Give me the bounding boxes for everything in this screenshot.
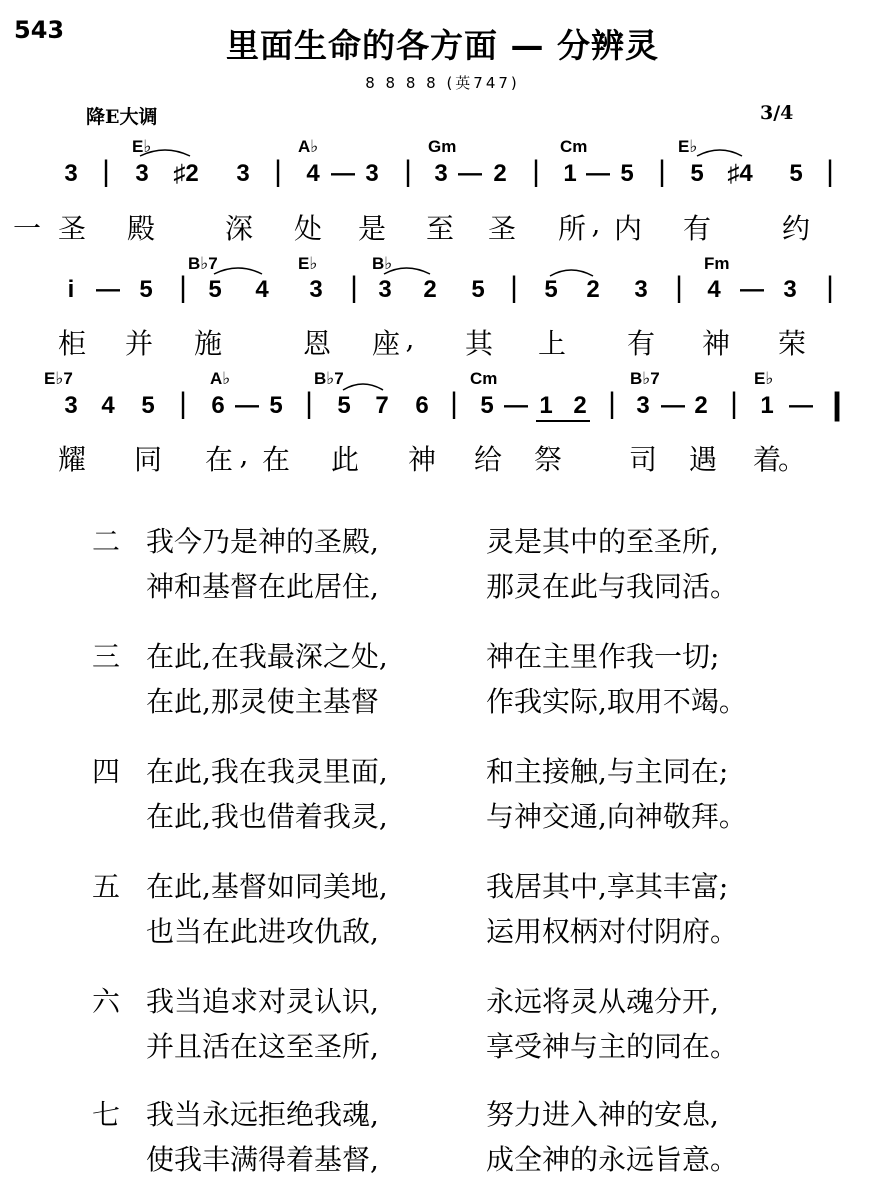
verse-5 (0, 865, 885, 955)
barline: | (450, 387, 458, 420)
note: 5 (337, 392, 351, 419)
lyric-char: 。 (777, 443, 807, 476)
verse-line: 在此,我也借着我灵, (146, 800, 388, 833)
slur (384, 268, 430, 274)
slur (550, 270, 593, 276)
note: 5 (789, 160, 803, 187)
verse-line: 作我实际,取用不竭。 (486, 685, 747, 718)
lyric-char: 一 (12, 212, 42, 245)
note: 7 (375, 392, 389, 419)
verse-line: 在此,那灵使主基督 (146, 685, 379, 718)
note-dash: — (586, 160, 610, 187)
chord: B♭7 (314, 369, 344, 388)
note: 5 (620, 160, 634, 187)
barline: | (826, 155, 834, 188)
note-dash: — (96, 276, 120, 303)
chord: E♭ (678, 137, 698, 156)
lyric-char: 深 (224, 212, 254, 245)
verse-line: 我居其中,享其丰富; (486, 870, 729, 903)
note: 4 (707, 276, 721, 303)
note: 3 (135, 160, 149, 187)
note: ♯4 (727, 160, 753, 187)
chord: E♭ (132, 137, 152, 156)
barline: | (510, 271, 518, 304)
lyric-char: 给 (473, 443, 503, 476)
note: ♯2 (173, 160, 199, 187)
barline: | (730, 387, 738, 420)
verse-line: 在此,我在我灵里面, (146, 755, 388, 788)
verse-number: 七 (92, 1098, 121, 1131)
note-dash: — (661, 392, 685, 419)
note: 3 (64, 160, 78, 187)
barline: | (532, 155, 540, 188)
lyric-char: 有 (626, 327, 656, 360)
note: 3 (434, 160, 448, 187)
verse-line: 永远将灵从魂分开, (486, 985, 719, 1018)
note: 3 (365, 160, 379, 187)
verse-number: 五 (92, 870, 121, 903)
note: 3 (236, 160, 250, 187)
verse-line: 我当永远拒绝我魂, (146, 1098, 379, 1131)
chord: E♭ (298, 254, 318, 273)
note: 6 (211, 392, 225, 419)
note: 5 (690, 160, 704, 187)
barline: | (608, 387, 616, 420)
note: 5 (269, 392, 283, 419)
verse-number: 二 (92, 525, 121, 558)
barline: | (658, 155, 666, 188)
chord: A♭ (210, 369, 231, 388)
note-dash: — (789, 392, 813, 419)
note: 3 (636, 392, 650, 419)
verse-line: 和主接触,与主同在; (486, 755, 729, 788)
lyric-char: 遇 (688, 443, 718, 476)
lyric-char: 神 (701, 327, 731, 360)
verse-line: 在此,基督如同美地, (146, 870, 388, 903)
verse-line: 也当在此进攻仇敌, (146, 915, 379, 948)
lyric-char: 其 (464, 327, 494, 360)
final-barline: || (831, 386, 837, 422)
lyric-char: 在 (204, 443, 234, 476)
slur (140, 150, 190, 156)
meter-line: 8 8 8 8 (英747) (365, 74, 520, 92)
verse-line: 努力进入神的安息, (486, 1098, 719, 1131)
lyric-char: , (239, 438, 249, 471)
note: 2 (573, 392, 587, 419)
hymn-title: 里面生命的各方面 — 分辨灵 (226, 26, 659, 65)
verse-2 (0, 520, 885, 610)
note-dash: — (740, 276, 764, 303)
lyric-char: 约 (781, 212, 811, 245)
hymn-number: 543 (14, 16, 65, 44)
note: 2 (423, 276, 437, 303)
chord: A♭ (298, 137, 319, 156)
chord: Cm (470, 369, 498, 388)
lyric-char: 殿 (126, 212, 156, 245)
note: i (67, 276, 75, 303)
note: 4 (255, 276, 269, 303)
lyric-char: 着 (752, 443, 782, 476)
lyric-char: 并 (124, 327, 154, 360)
note-dash: — (504, 392, 528, 419)
lyric-char: 所 (557, 212, 587, 245)
barline: | (675, 271, 683, 304)
note: 2 (586, 276, 600, 303)
note: 3 (783, 276, 797, 303)
verse-line: 灵是其中的至圣所, (486, 525, 719, 558)
note: 3 (309, 276, 323, 303)
verse-number: 三 (92, 640, 121, 673)
lyric-char: 有 (682, 212, 712, 245)
slur (343, 384, 383, 390)
key-signature: 降E大调 (86, 106, 158, 128)
verse-line: 那灵在此与我同活。 (486, 570, 739, 603)
slur (214, 268, 262, 274)
lyric-char: 神 (407, 443, 437, 476)
verse-line: 神和基督在此居住, (146, 570, 379, 603)
lyric-char: 处 (293, 212, 323, 245)
note: 2 (694, 392, 708, 419)
verse-6 (0, 980, 885, 1070)
note: 5 (208, 276, 222, 303)
verse-3 (0, 635, 885, 725)
verse-number: 四 (92, 755, 121, 788)
verse-line: 我今乃是神的圣殿, (146, 525, 379, 558)
lyric-char: 施 (193, 327, 223, 360)
barline: | (350, 271, 358, 304)
verse-4 (0, 750, 885, 840)
verse-number: 六 (92, 985, 121, 1018)
note: 2 (493, 160, 507, 187)
lyric-char: 恩 (302, 327, 332, 360)
lyric-char: 柜 (57, 327, 87, 360)
verse-line: 与神交通,向神敬拜。 (486, 800, 747, 833)
lyric-char: 此 (330, 443, 360, 476)
verse-line: 并且活在这至圣所, (146, 1030, 379, 1063)
note: 3 (378, 276, 392, 303)
note: 5 (480, 392, 494, 419)
barline: | (826, 271, 834, 304)
note: 5 (471, 276, 485, 303)
lyric-char: 同 (133, 443, 163, 476)
note: 5 (141, 392, 155, 419)
chord: Fm (704, 254, 730, 273)
chord: Gm (428, 137, 457, 156)
lyric-char: 上 (537, 327, 567, 360)
note: 3 (634, 276, 648, 303)
chord: E♭ (754, 369, 774, 388)
note-dash: — (331, 160, 355, 187)
chord: E♭7 (44, 369, 73, 388)
note: 1 (563, 160, 577, 187)
chord: Cm (560, 137, 588, 156)
chord: B♭7 (630, 369, 660, 388)
lyric-char: 司 (628, 443, 658, 476)
notation-marks (0, 0, 885, 520)
note-dash: — (458, 160, 482, 187)
barline: | (274, 155, 282, 188)
time-signature: 3/4 (760, 102, 794, 124)
note: 4 (306, 160, 320, 187)
lyric-char: 在 (261, 443, 291, 476)
barline: | (179, 387, 187, 420)
verse-line: 享受神与主的同在。 (486, 1030, 739, 1063)
note: 1 (760, 392, 774, 419)
verse-line: 神在主里作我一切; (486, 640, 720, 673)
verse-line: 使我丰满得着基督, (146, 1143, 379, 1176)
verse-7 (0, 1093, 885, 1183)
note: 5 (139, 276, 153, 303)
lyric-char: 耀 (57, 443, 87, 476)
lyric-char: 祭 (533, 443, 563, 476)
lyric-char: 内 (613, 212, 643, 245)
lyric-char: 至 (425, 212, 455, 245)
slur (697, 150, 742, 156)
verse-line: 运用权柄对付阴府。 (486, 915, 739, 948)
lyric-char: 荣 (777, 327, 807, 360)
note: 4 (101, 392, 115, 419)
barline: | (404, 155, 412, 188)
lyric-char: 座 (371, 327, 401, 360)
note: 5 (544, 276, 558, 303)
lyric-char: 是 (357, 212, 387, 245)
verse-line: 成全神的永远旨意。 (486, 1143, 739, 1176)
lyric-char: , (591, 207, 601, 240)
note-dash: — (235, 392, 259, 419)
verse-line: 我当追求对灵认识, (146, 985, 379, 1018)
note: 1 (539, 392, 553, 419)
lyric-char: , (405, 322, 415, 355)
verse-line: 在此,在我最深之处, (146, 640, 388, 673)
chord: B♭ (372, 254, 393, 273)
note: 3 (64, 392, 78, 419)
note: 6 (415, 392, 429, 419)
barline: | (305, 387, 313, 420)
barline: | (179, 271, 187, 304)
chord: B♭7 (188, 254, 218, 273)
lyric-char: 圣 (487, 212, 517, 245)
barline: | (102, 155, 110, 188)
lyric-char: 圣 (57, 212, 87, 245)
